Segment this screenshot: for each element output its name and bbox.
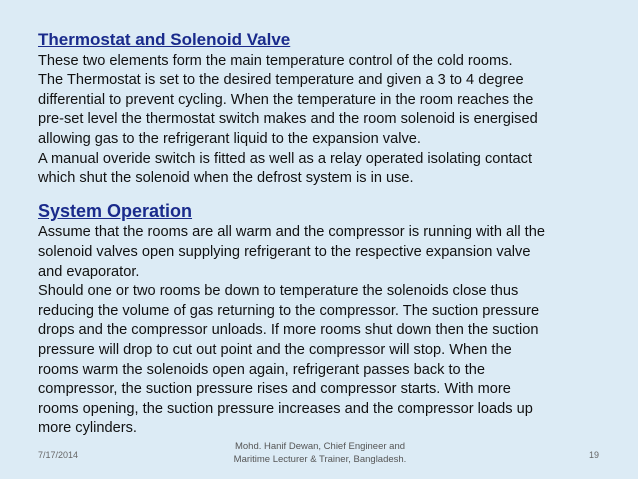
text-line: compressor, the suction pressure rises and compressor starts. With more (38, 381, 511, 398)
text-line: Assume that the rooms are all warm and the compressor is running with all the (38, 224, 545, 241)
heading-system-operation: System Operation (38, 200, 193, 221)
footer-date: 7/17/2014 (38, 450, 79, 460)
text-line: pressure will drop to cut out point and the compressor will stop. When the (38, 341, 512, 358)
footer-author (200, 440, 440, 466)
text-line: Should one or two rooms be down to temperature the solenoids close thus (38, 283, 519, 300)
text-line: rooms warm the solenoids open again, refrigerant passes back to the (38, 361, 485, 378)
heading-thermostat-solenoid: Thermostat and Solenoid Valve (38, 30, 291, 49)
text-line: rooms opening, the suction pressure increases and the compressor loads up (38, 400, 533, 417)
text-line: more cylinders. (38, 420, 137, 437)
page-number: 19 (589, 450, 600, 460)
text-line: and evaporator. (38, 263, 140, 280)
text-line: allowing gas to the refrigerant liquid to the expansion valve. (38, 130, 421, 147)
text-line: drops and the compressor unloads. If more rooms shut down then the suction (38, 322, 539, 339)
footer-author-line: Maritime Lecturer & Trainer, Bangladesh. (233, 454, 407, 465)
text-line: which shut the solenoid when the defrost system is in use. (38, 170, 414, 187)
text-line: pre-set level the thermostat switch makes and the room solenoid is energised (38, 111, 538, 128)
slide-content (38, 30, 598, 439)
section-thermostat-text (38, 52, 598, 189)
text-line: solenoid valves open supplying refrigerant to the respective expansion valve (38, 243, 531, 260)
text-line: These two elements form the main temperature control of the cold rooms. (38, 52, 513, 69)
footer-author-line: Mohd. Hanif Dewan, Chief Engineer and (234, 441, 406, 452)
section-system-operation-text (38, 223, 598, 439)
text-line: A manual overide switch is fitted as well as a relay operated isolating contact (38, 150, 533, 167)
text-line: The Thermostat is set to the desired temperature and given a 3 to 4 degree (38, 72, 524, 89)
text-line: differential to prevent cycling. When the temperature in the room reaches the (38, 91, 534, 108)
text-line: reducing the volume of gas returning to the compressor. The suction pressure (38, 302, 540, 319)
